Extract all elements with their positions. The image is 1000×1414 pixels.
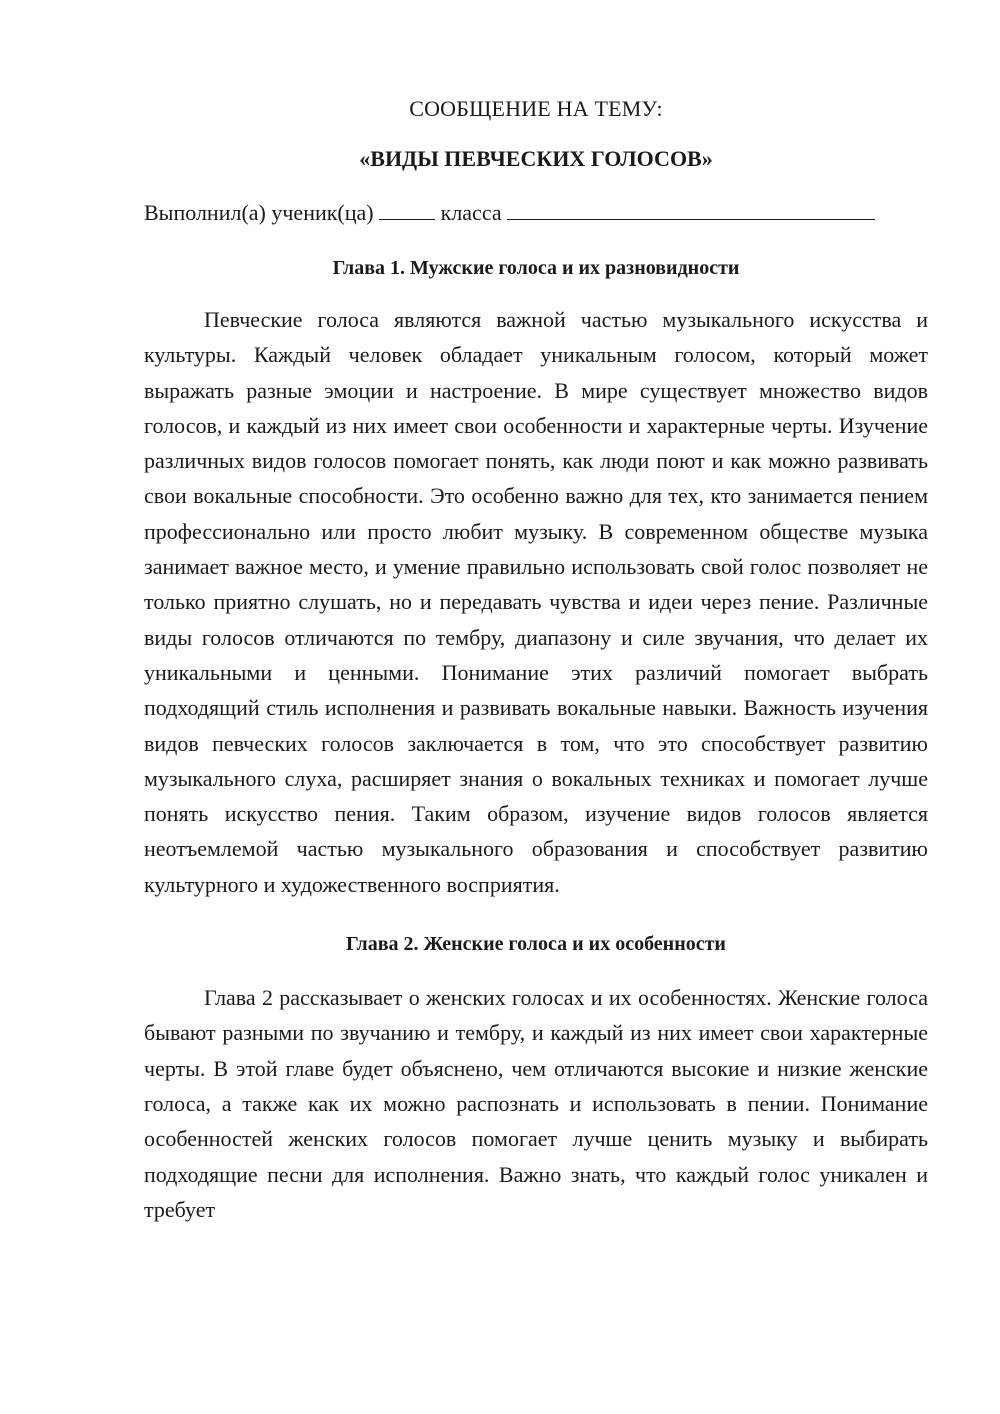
class-number-blank	[379, 197, 435, 220]
student-name-blank	[507, 197, 875, 220]
author-middle: класса	[440, 200, 502, 225]
chapter-2-text: Глава 2 рассказывает о женских голосах и их особенностях. Женские голоса бывают разными по звучанию и тембру, и каждый из них имеет свои характерные черты. В этой главе будет объяснено, чем отличаются высокие и низкие женские голоса, а также как их можно распознать и использовать в пении. Понимание особенностей женских голосов помогает лучше ценить музыку и выбирать подходящие песни для исполнения. Важно знать, что каждый голос уникален и требует	[144, 985, 928, 1222]
chapter-2-heading: Глава 2. Женские голоса и их особенности	[346, 933, 726, 956]
chapter-1-heading: Глава 1. Мужские голоса и их разновидности	[332, 257, 740, 279]
author-line	[144, 196, 928, 230]
chapter-1-text: Певческие голоса являются важной частью музыкального искусства и культуры. Каждый человек обладает уникальным голосом, который может выражать разные эмоции и настроение. В мире существует множество видов голосов, и каждый из них имеет свои особенности и характерные черты. Изучение различных видов голосов помогает понять, как люди поют и как можно развивать свои вокальные способности. Это особенно важно для тех, кто занимается пением профессионально или просто любит музыку. В современном обществе музыка занимает важное место, и умение правильно использовать свой голос позволяет не только приятно слушать, но и передавать чувства и идеи через пение. Различные виды голосов отличаются по тембру, диапазону и силе звучания, что делает их уникальными и ценными. Понимание этих различий помогает выбрать подходящий стиль исполнения и развивать вокальные навыки. Важность изучения видов певческих голосов заключается в том, что это способствует развитию музыкального слуха, расширяет знания о вокальных техниках и помогает лучше понять искусство пения. Таким образом, изучение видов голосов является неотъемлемой частью музыкального образования и способствует развитию культурного и художественного восприятия.	[144, 307, 928, 897]
document-page	[144, 92, 928, 1227]
author-prefix: Выполнил(а) ученик(ца)	[144, 200, 374, 225]
document-title-line-2: «ВИДЫ ПЕВЧЕСКИХ ГОЛОСОВ»	[359, 146, 713, 171]
document-title-line-1: СООБЩЕНИЕ НА ТЕМУ:	[409, 96, 663, 121]
